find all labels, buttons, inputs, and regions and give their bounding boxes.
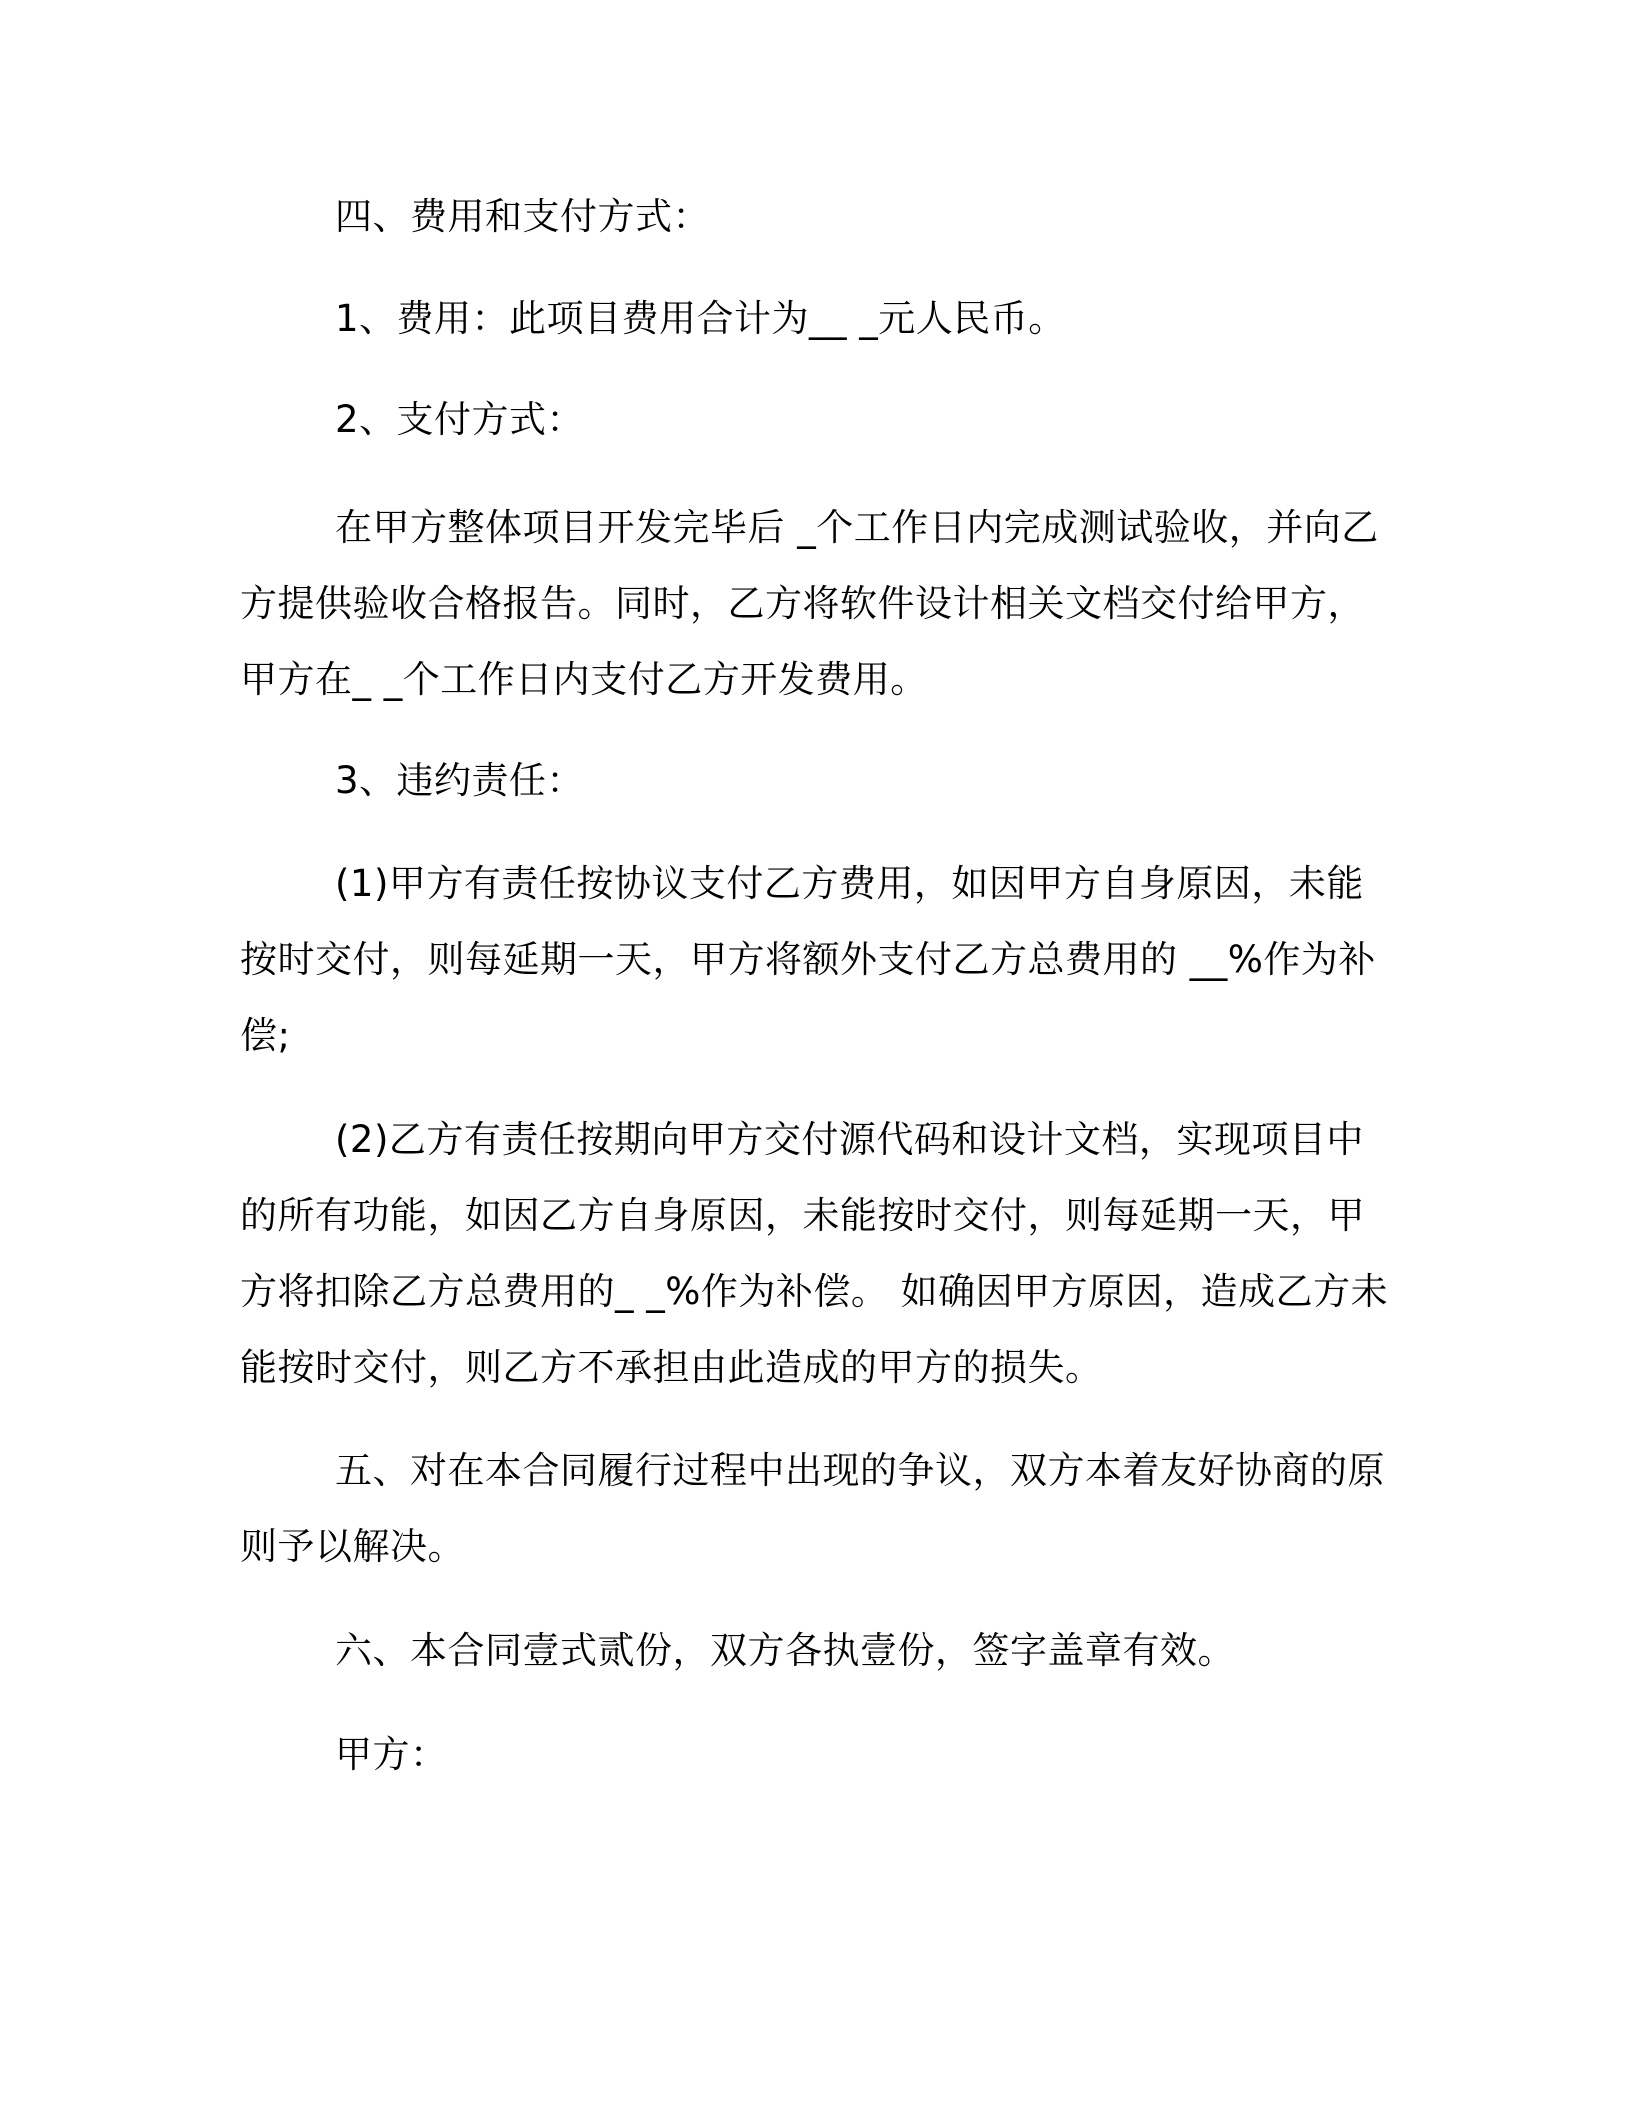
- breach-clause-2-line-4: 能按时交付，则乙方不承担由此造成的甲方的损失。: [240, 1346, 1103, 1389]
- breach-heading: 3、违约责任：: [335, 759, 585, 802]
- breach-clause-1-line-3: 偿;: [240, 1014, 291, 1057]
- section-fee-heading: 四、费用和支付方式：: [335, 195, 710, 238]
- payment-paragraph-line-2: 方提供验收合格报告。同时，乙方将软件设计相关文档交付给甲方，: [240, 582, 1365, 625]
- section-five-line-1: 五、对在本合同履行过程中出现的争议，双方本着友好协商的原: [335, 1449, 1385, 1492]
- breach-clause-2-line-2: 的所有功能，如因乙方自身原因，未能按时交付，则每延期一天，甲: [240, 1194, 1365, 1237]
- fee-item-2: 2、支付方式：: [335, 398, 585, 441]
- section-six: 六、本合同壹式贰份，双方各执壹份，签字盖章有效。: [335, 1629, 1235, 1672]
- payment-paragraph-line-1: 在甲方整体项目开发完毕后 _个工作日内完成测试验收，并向乙: [335, 506, 1379, 549]
- breach-clause-1-line-2: 按时交付，则每延期一天，甲方将额外支付乙方总费用的 __%作为补: [240, 938, 1376, 981]
- breach-clause-1-line-1: (1)甲方有责任按协议支付乙方费用，如因甲方自身原因，未能: [335, 862, 1364, 905]
- breach-clause-2-line-3: 方将扣除乙方总费用的_ _%作为补偿。 如确因甲方原因，造成乙方未: [240, 1270, 1389, 1313]
- payment-paragraph-line-3: 甲方在_ _个工作日内支付乙方开发费用。: [240, 658, 928, 701]
- section-five-line-2: 则予以解决。: [240, 1525, 465, 1568]
- breach-clause-2-line-1: (2)乙方有责任按期向甲方交付源代码和设计文档，实现项目中: [335, 1118, 1364, 1161]
- fee-item-1: 1、费用：此项目费用合计为__ _元人民币。: [335, 297, 1066, 340]
- party-a-label: 甲方：: [335, 1733, 448, 1776]
